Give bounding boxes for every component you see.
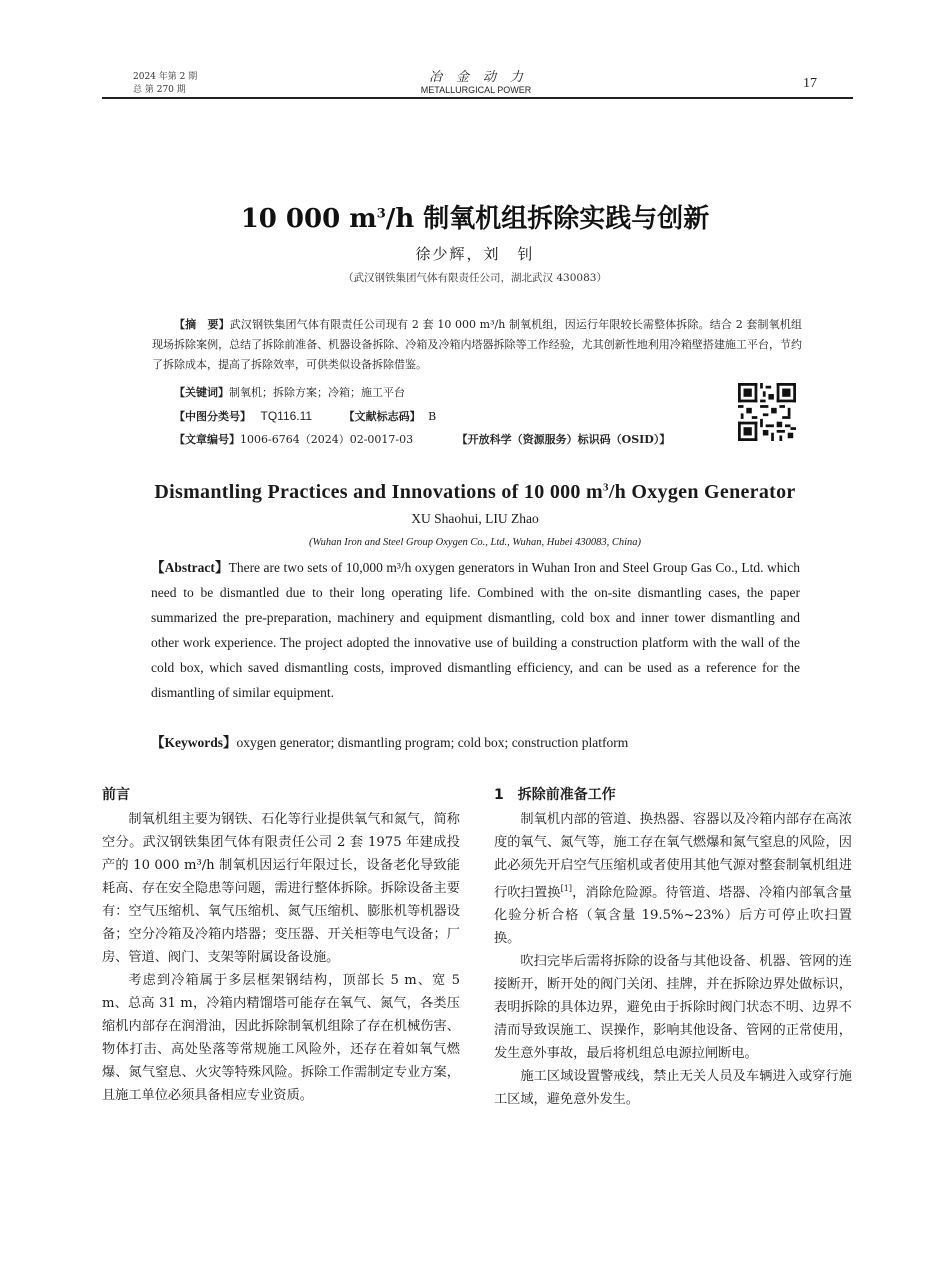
osid-label: 【开放科学（资源服务）标识码（OSID）】: [456, 433, 671, 446]
keywords-cn: [152, 383, 405, 403]
keywords-en-text: oxygen generator; dismantling program; cold box; construction platform: [236, 735, 629, 750]
clc-label: 【中图分类号】: [174, 410, 251, 423]
article-title-en: [0, 481, 950, 504]
body-right-column: [494, 784, 852, 1111]
affiliation-en: (Wuhan Iron and Steel Group Oxygen Co., Ltd., Wuhan, Hubei 430083, China): [309, 537, 641, 548]
page-number: 17: [803, 76, 817, 91]
section1-p1-end: ，消除危险源。待管道、塔器、冷箱内部氧含量化验分析合格（氧含量 19.5%~23%）后方可停止吹扫置换。: [494, 885, 853, 947]
reference-citation: [1]: [560, 884, 573, 893]
abstract-cn-label: 【摘 要】: [174, 318, 230, 331]
title-superscript: 3: [376, 206, 386, 222]
issue-year: 2024 年第 2 期: [133, 72, 198, 82]
issue-info: [133, 71, 197, 97]
keywords-en-label: 【Keywords】: [151, 735, 237, 750]
abstract-en-text: There are two sets of 10,000 m³/h oxygen generators in Wuhan Iron and Steel Group Gas Co., Ltd. which need to be dismantled due to their long operating life. Combined with the on-site dismantling cases, the paper summarized the pre-preparation, machinery and equipment dismantling, cold box and inner tower dismantling and other work experience. The project adopted the innovative use of building a construction platform with the wall of the cold box, which saved dismantling costs, improved dismantling efficiency, and can be used as a reference for the dismantling of similar equipment.: [151, 560, 800, 700]
authors-en: XU Shaohui, LIU Zhao: [411, 511, 539, 526]
en-title-suffix: /h Oxygen Generator: [608, 481, 796, 503]
doc-code-label: 【文献标志码】: [343, 410, 421, 423]
en-title-prefix: Dismantling Practices and Innovations of 10 000 m: [154, 481, 603, 503]
header-rule: [102, 97, 853, 99]
section1-paragraph-3: 施工区域设置警戒线，禁止无关人员及车辆进入或穿行施工区域，避免意外发生。: [494, 1069, 852, 1108]
keywords-en: [151, 733, 831, 753]
en-title-superscript: 3: [603, 481, 609, 494]
abstract-cn-text: 武汉钢铁集团气体有限责任公司现有 2 套 10 000 m³/h 制氧机组，因运行年限较长需整体拆除。结合 2 套制氧机组现场拆除案例，总结了拆除前准备、机器设备拆除、冷箱及冷箱内塔器拆除等工作经验，尤其创新性地利用冷箱壁搭建施工平台，节约了拆除成本，提高了拆除效率，可供类似设备拆除借鉴。: [152, 318, 802, 371]
qr-code-icon: [738, 383, 796, 441]
authors-cn: 徐少辉，刘 钊: [415, 245, 535, 263]
abstract-cn: [152, 315, 802, 375]
article-no-value: 1006-6764（2024）02-0017-03: [240, 433, 414, 446]
classification-line: [152, 406, 436, 427]
article-number-line: [152, 430, 670, 450]
issue-total: 总 第 270 期: [133, 85, 186, 95]
title-prefix: 10 000 m: [240, 204, 377, 234]
section1-paragraph-1: [494, 808, 852, 950]
article-no-label: 【文章编号】: [174, 433, 240, 446]
section1-p1-text: 制氧机内部的管道、换热器、容器以及冷箱内部存在高浓度的氧气、氮气等，施工存在氧气燃爆和氮气窒息的风险，因此必须先开启空气压缩机或者使用其他气源对整套制氧机组进行吹扫置换: [494, 812, 852, 901]
section-heading-1: 1 拆除前准备工作: [494, 787, 616, 803]
section1-paragraph-2: 吹扫完毕后需将拆除的设备与其他设备、机器、管网的连接断开，断开处的阀门关闭、挂牌，并在拆除边界处做标识，表明拆除的具体边界，避免由于拆除时阀门状态不明、边界不清而导致误施工、误操作，影响其他设备、管网的正常使用，发生意外事故，最后将机组总电源拉闸断电。: [494, 954, 852, 1062]
keywords-cn-label: 【关键词】: [174, 386, 229, 399]
title-suffix: /h 制氧机组拆除实践与创新: [385, 204, 710, 234]
section-heading-intro: 前言: [102, 787, 130, 803]
keywords-cn-text: 制氧机；拆除方案；冷箱；施工平台: [229, 386, 405, 399]
article-title-cn: [0, 198, 950, 235]
journal-name-cn: 冶金动力: [428, 70, 537, 85]
intro-paragraph-2: 考虑到冷箱属于多层框架钢结构，顶部长 5 m、宽 5 m、总高 31 m，冷箱内精馏塔可能存在氧气、氮气，各类压缩机内部存在润滑油，因此拆除制氧机组除了存在机械伤害、物体打击、高处坠落等常规施工风险外，还存在着如氧气燃爆、氮气窒息、火灾等特殊风险。拆除工作需制定专业方案，且施工单位必须具备相应专业资质。: [102, 973, 460, 1103]
doc-code-value: B: [428, 410, 437, 423]
intro-paragraph-1: 制氧机组主要为钢铁、石化等行业提供氧气和氮气，简称空分。武汉钢铁集团气体有限责任公司 2 套 1975 年建成投产的 10 000 m³/h 制氧机因运行年限过长，设备老化导致能耗高、存在安全隐患等问题，需进行整体拆除。拆除设备主要有：空气压缩机、氧气压缩机、氮气压缩机、膨胀机等机器设备；空分冷箱及冷箱内塔器；变压器、开关柜等电气设备；厂房、管道、阀门、支架等附属设备设施。: [102, 812, 460, 965]
clc-value: TQ116.11: [260, 409, 313, 423]
journal-name: [376, 66, 576, 95]
abstract-en: [151, 555, 800, 705]
affiliation-cn: （武汉钢铁集团气体有限责任公司，湖北武汉 430083）: [343, 272, 607, 284]
journal-name-en: METALLURGICAL POWER: [420, 85, 532, 95]
abstract-en-label: 【Abstract】: [151, 560, 229, 575]
body-left-column: [102, 784, 460, 1107]
